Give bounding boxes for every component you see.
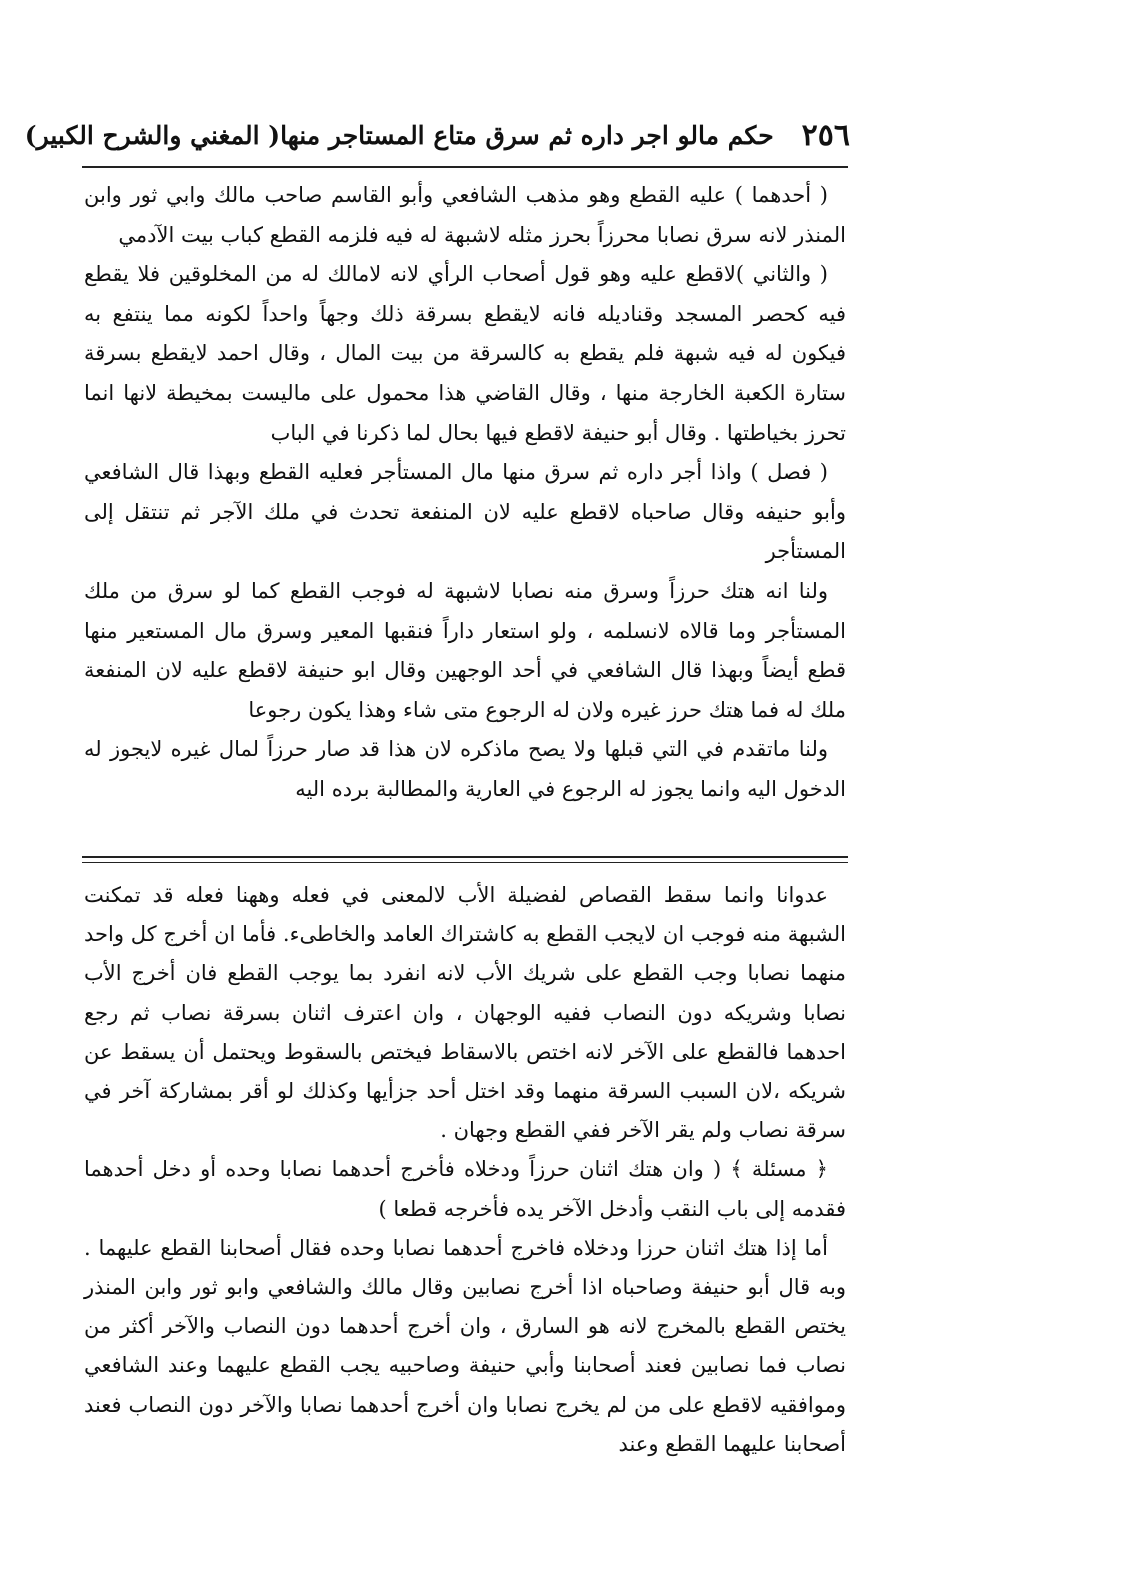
paragraph: ولنا ماتقدم في التي قبلها ولا يصح ماذكره لان هذا قد صار حرزاً لمال غيره لايجوز له الدخول اليه وانما يجوز له الرجوع في العارية والمطالبة برده اليه — [84, 737, 846, 801]
paragraph: عدوانا وانما سقط القصاص لفضيلة الأب لالمعنى في فعله وههنا فعله قد تمكنت الشبهة منه فوجب ان لايجب القطع به كاشتراك العامد والخاطىء. فأما ان أخرج كل واحد منهما نصابا وجب القطع على شريك الأب لانه انفرد بما يوجب القطع فان أخرج الأب نصابا وشريكه دون النصاب ففيه الوجهان ، وان اعترف اثنان بسرقة نصاب ثم رجع احدهما فالقطع على الآخر لانه اختص بالاسقاط فيختص بالسقوط ويحتمل أن يسقط عن شريكه ،لان السبب السرقة منهما وقد اختل أحد جزأيها وكذلك لو أقر بمشاركة آخر في سرقة نصاب ولم يقر الآخر ففي القطع وجهان . — [84, 883, 846, 1143]
section-divider-bottom — [82, 862, 848, 863]
paragraph: ( فصل ) واذا أجر داره ثم سرق منها مال المستأجر فعليه القطع وبهذا قال الشافعي وأبو حنيفه وقال صاحباه لاقطع عليه لان المنفعة تحدث في ملك الآجر ثم تنتقل إلى المستأجر — [84, 460, 846, 564]
page-header — [24, 110, 850, 160]
header-rule — [82, 166, 848, 168]
paragraph: ولنا انه هتك حرزاً وسرق منه نصابا لاشبهة له فوجب القطع كما لو سرق من ملك المستأجر وما قالاه لانسلمه ، ولو استعار داراً فنقبها المعير وسرق مال المستعير منها قطع أيضاً وبهذا قال الشافعي في أحد الوجهين وقال ابو حنيفة لاقطع عليه لان المنفعة ملك له فما هتك حرز غيره ولان له الرجوع متى شاء وهذا يكون رجوعا — [84, 578, 846, 722]
commentary-text — [84, 876, 846, 1464]
book-title: ( المغني والشرح الكبير) — [24, 120, 281, 150]
page-number: ٢٥٦ — [801, 117, 850, 153]
paragraph: أما إذا هتك اثنان حرزا ودخلاه فاخرج أحدهما نصابا وحده فقال أصحابنا القطع عليهما . وبه قال أبو حنيفة وصاحباه اذا أخرج نصابين وقال مالك والشافعي وابو ثور وابن المنذر يختص القطع بالمخرج لانه هو السارق ، وان أخرج أحدهما دون النصاب والآخر أكثر من نصاب فما نصابين فعند أصحابنا وأبي حنيفة وصاحبيه يجب القطع عليهما وعند الشافعي وموافقيه لاقطع على من لم يخرج نصابا وان أخرج أحدهما نصابا والآخر دون النصاب فعند أصحابنا عليهما القطع وعند — [84, 1235, 846, 1456]
paragraph: ﴿ مسئلة ﴾ ( وان هتك اثنان حرزاً ودخلاه فأخرج أحدهما نصابا وحده أو دخل أحدهما فقدمه إلى باب النقب وأدخل الآخر يده فأخرجه قطعا ) — [84, 1157, 846, 1221]
paragraph: ( والثاني )لاقطع عليه وهو قول أصحاب الرأي لانه لامالك له من المخلوقين فلا يقطع فيه كحصر المسجد وقناديله فانه لايقطع بسرقة ذلك وجهاً واحداً لكونه مما ينتفع به فيكون له فيه شبهة فلم يقطع به كالسرقة من بيت المال ، وقال احمد لايقطع بسرقة ستارة الكعبة الخارجة منها ، وقال القاضي هذا محمول على ماليست بمخيطة لانها انما تحرز بخياطتها . وقال أبو حنيفة لاقطع فيها بحال لما ذكرنا في الباب — [84, 262, 846, 445]
section-divider-top — [82, 856, 848, 858]
running-title: حكم مالو اجر داره ثم سرق متاع المستاجر منها — [280, 120, 774, 150]
main-text — [84, 176, 846, 810]
paragraph: ( أحدهما ) عليه القطع وهو مذهب الشافعي وأبو القاسم صاحب مالك وابي ثور وابن المنذر لانه سرق نصابا محرزاً بحرز مثله لاشبهة له فيه فلزمه القطع كباب بيت الآدمي — [84, 183, 846, 247]
